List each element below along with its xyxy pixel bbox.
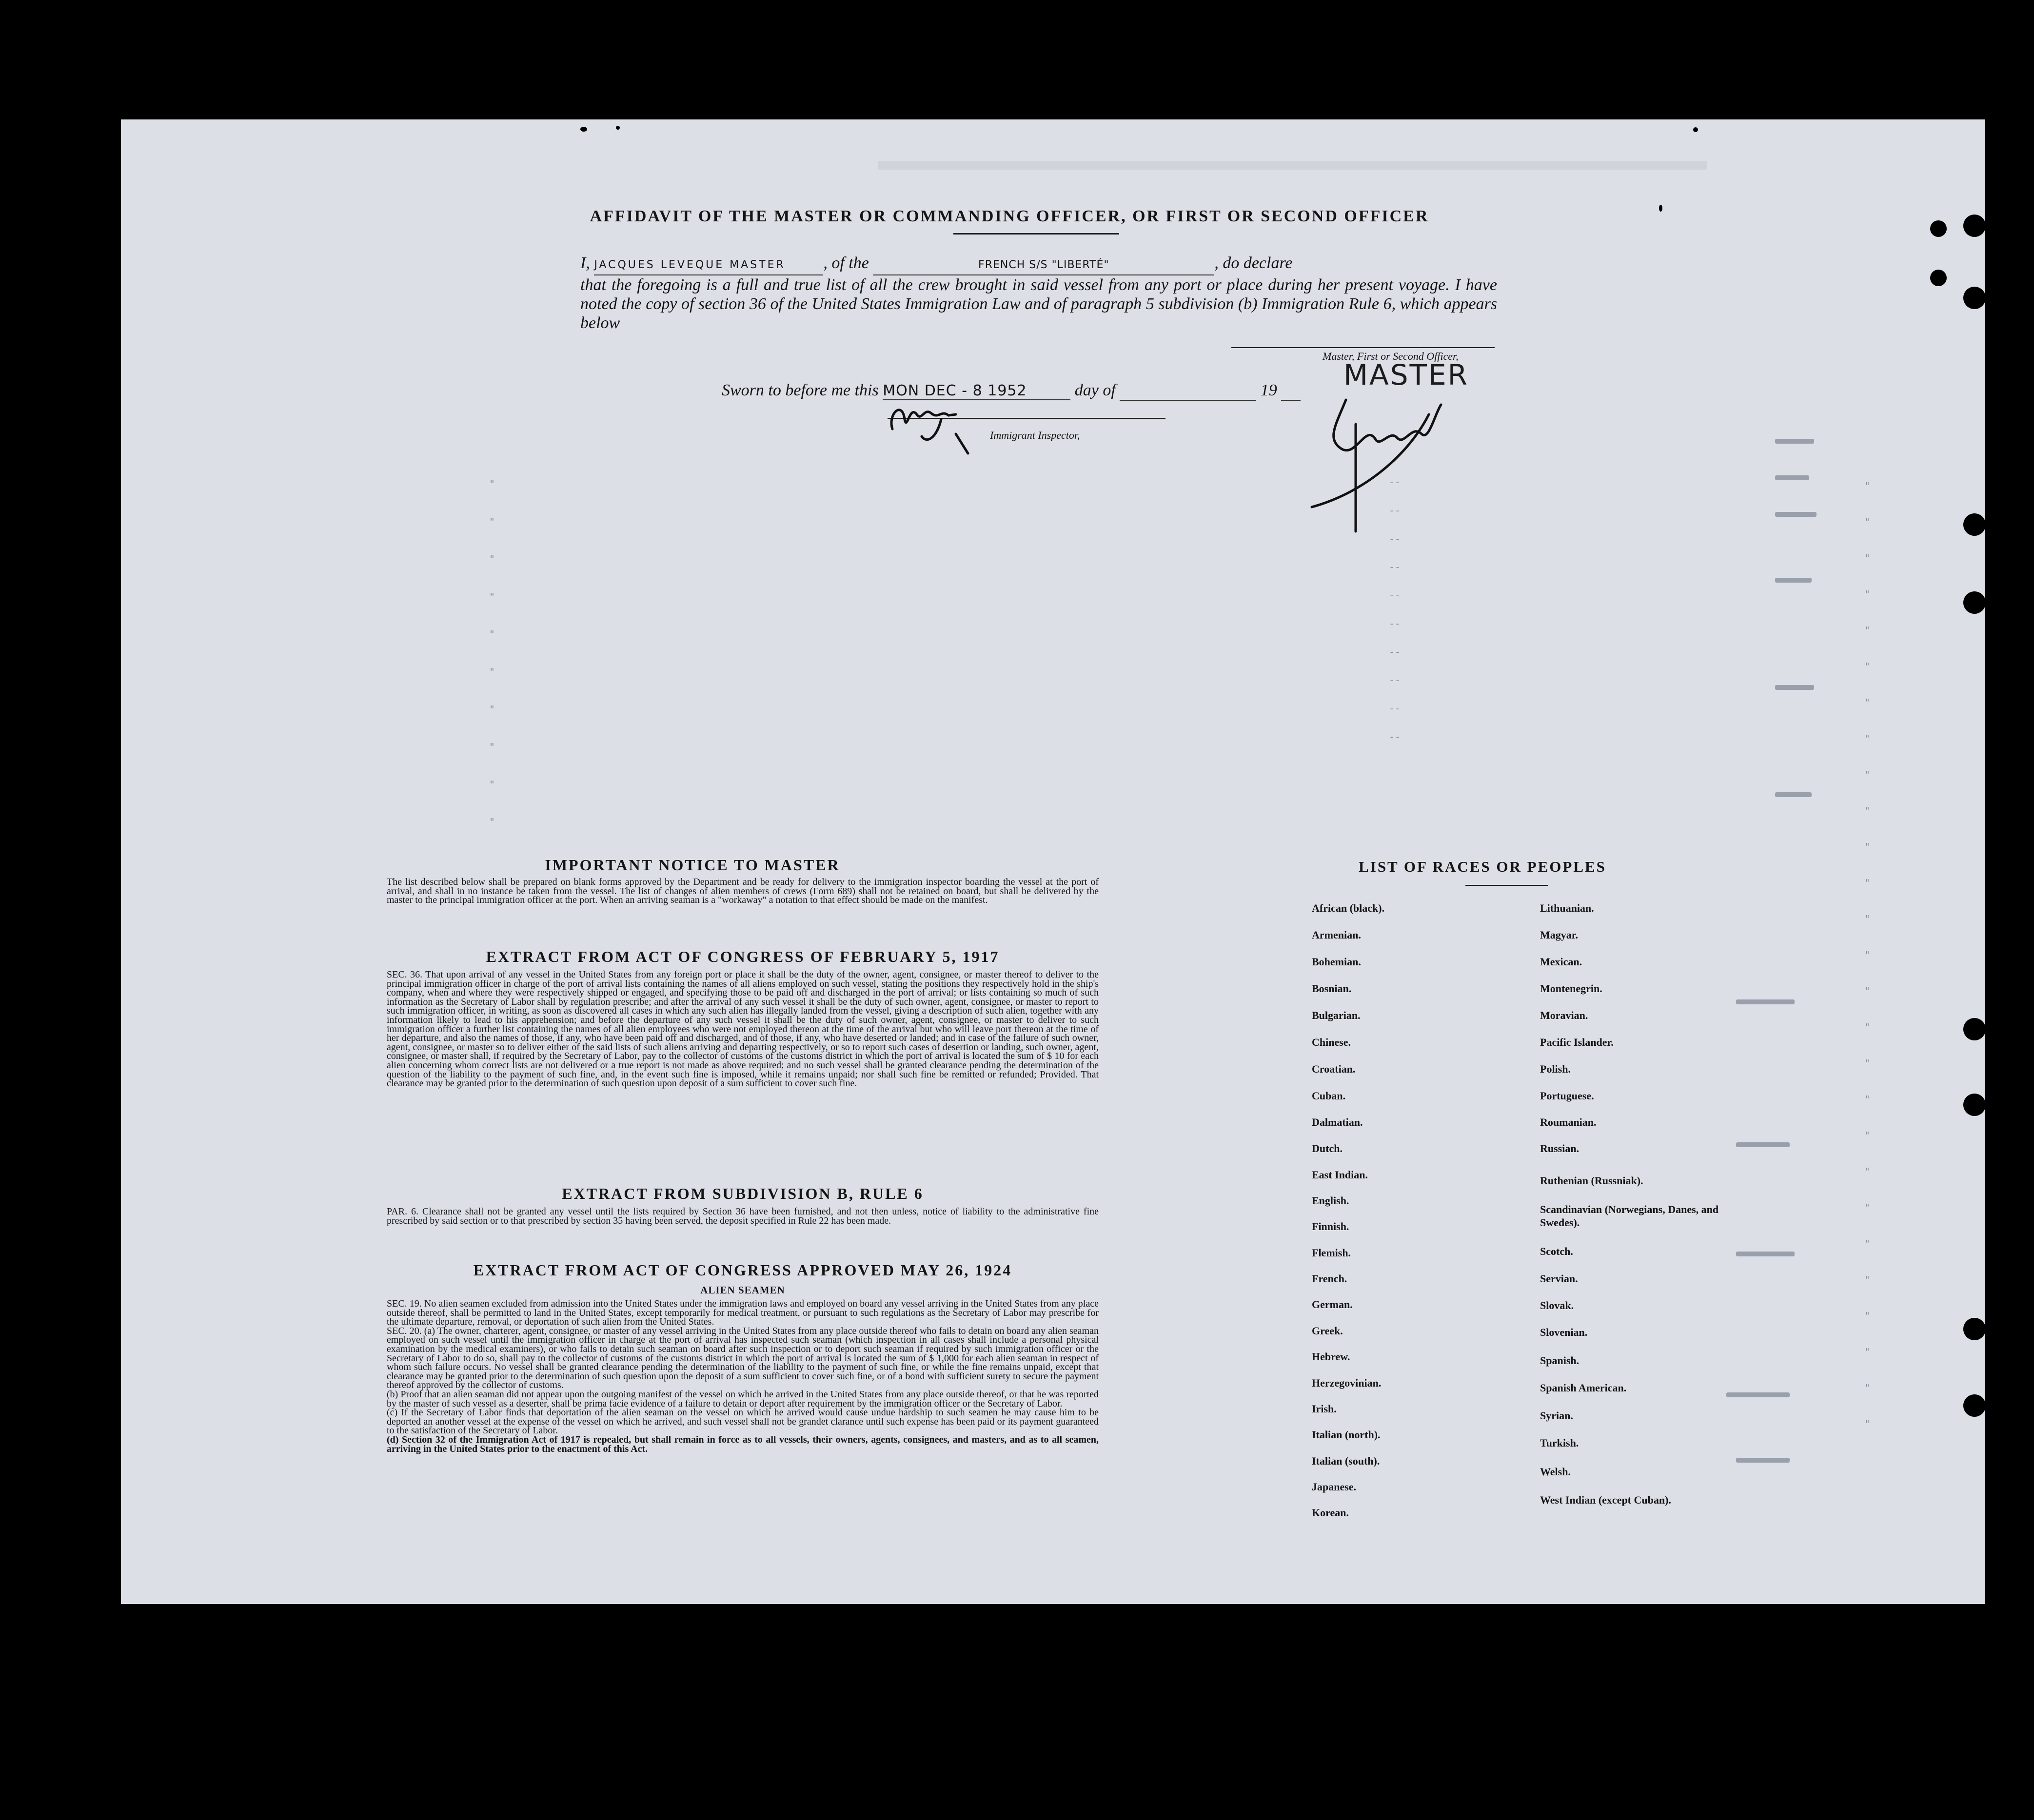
punch-hole (1963, 1318, 1986, 1340)
race-item: Portuguese. (1540, 1090, 1594, 1102)
punch-hole (1963, 1018, 1986, 1040)
race-item: Korean. (1312, 1507, 1349, 1519)
ink-speck (1659, 205, 1662, 212)
extract-rule6-title: EXTRACT FROM SUBDIVISION B, RULE 6 (562, 1185, 924, 1202)
race-item: Slovak. (1540, 1299, 1574, 1311)
race-item: Roumanian. (1540, 1116, 1597, 1128)
bleed-through-mark (1775, 578, 1812, 583)
extract-1924-subtitle: ALIEN SEAMEN (700, 1284, 785, 1296)
race-item: Russian. (1540, 1142, 1580, 1155)
race-item: Scotch. (1540, 1245, 1573, 1257)
race-item: Mexican. (1540, 956, 1582, 968)
race-item: Ruthenian (Russniak). (1540, 1174, 1643, 1187)
punch-hole (1963, 287, 1986, 309)
race-item: Irish. (1312, 1403, 1337, 1415)
master-name-handwriting: JACQUES LEVEQUE MASTER (594, 259, 786, 271)
affidavit-title: AFFIDAVIT OF THE MASTER OR COMMANDING OFFICER, OR FIRST OR SECOND OFFICER (590, 207, 1429, 225)
year-field (1281, 381, 1301, 401)
race-item: West Indian (except Cuban). (1540, 1494, 1671, 1506)
punch-hole (1963, 513, 1986, 536)
officer-signature-line (1231, 347, 1495, 348)
inspector-signature (883, 385, 1009, 458)
race-item: Magyar. (1540, 929, 1579, 941)
title-underline (953, 233, 1119, 235)
race-item: Bulgarian. (1312, 1009, 1361, 1021)
ink-speck (616, 126, 620, 130)
affidavit-body: that the foregoing is a full and true list of all the crew brought in said vessel from any port or place during her present voyage. I have noted the copy of section 36 of the United States Immigration Law and of paragraph 5 subdivision (b) Immigration Rule 6, which appears below (580, 276, 1497, 332)
race-item: French. (1312, 1272, 1347, 1285)
race-item: German. (1312, 1298, 1353, 1311)
sec20a-text: SEC. 20. (a) The owner, charterer, agent, consignee, or master of any vessel arriving in the United States from any place outside thereof who fails to detain on board any alien seaman employed on such vessel until the immigration officer in charge at the port of arrival has inspected such seaman (which inspection in all cases shall include a personal physical examination by the medical examiners), or who fails to detain such seaman on board after such inspection or to deport such seaman if required by such immigration officer or the Secretary of Labor to do so, shall pay to the collector of customs of the customs district in which the port of arrival is located the sum of $ 1,000 for each alien seaman in respect of whom such failure occurs. No vessel shall be granted clearance pending the determination of the liability to the payment of such fine, or while the fine remains unpaid, except that clearance may be granted prior to the determination of such question upon the deposit of a sum sufficient to cover such fine, or of a bond with sufficient surety to secure the payment thereof approved by the collector of customs. (387, 1325, 1099, 1391)
race-item: Welsh. (1540, 1466, 1571, 1478)
master-stamp: MASTER (1343, 358, 1469, 391)
race-item: Slovenian. (1540, 1326, 1588, 1338)
bleed-through-mark (1736, 1142, 1790, 1147)
year-prefix: 19 (1260, 381, 1277, 399)
race-item: Montenegrin. (1540, 982, 1602, 995)
race-item: East Indian. (1312, 1169, 1368, 1181)
faint-form-marks: -- -- -- -- -- -- -- -- -- -- (1389, 476, 1401, 743)
extract-1924-body (387, 1299, 1099, 1453)
race-item: African (black). (1312, 902, 1385, 914)
ink-speck (580, 127, 587, 132)
race-item: Pacific Islander. (1540, 1036, 1614, 1048)
sec20b-text: (b) Proof that an alien seaman did not appear upon the outgoing manifest of the vessel on which he arrived in the United States from any place outside thereof, or that he was reported by the master of such vessel as a deserter, shall be prima facie evidence of a failure to detain or deport after requirement by the immigration officer or the Secretary of Labor. (387, 1389, 1099, 1409)
bleed-through-mark (878, 161, 1707, 170)
month-field (1120, 381, 1256, 401)
ink-speck (15, 594, 20, 598)
bleed-through-mark (1736, 999, 1795, 1004)
races-title-underline (1465, 885, 1548, 886)
race-item: Flemish. (1312, 1247, 1351, 1259)
vessel-field (873, 254, 1214, 275)
bleed-through-mark (1775, 685, 1814, 690)
vessel-name: FRENCH S/S "LIBERTÉ" (978, 259, 1109, 271)
race-item: Moravian. (1540, 1009, 1588, 1021)
bleed-through-mark (1775, 512, 1817, 517)
sec20c-text: (c) If the Secretary of Labor finds that deportation of the alien seaman on the vessel on which he arrived would cause undue hardship to such seamen he may cause him to be deported an another vessel at the expense of the vessel on which he arrived, and such vessel shall not be grandet clarance until such expense has been paid or its payment guaranteed to the satisfaction of the Secretary of Labor. (387, 1407, 1099, 1436)
do-declare-label: , do declare (1214, 254, 1293, 272)
bleed-through-mark (1736, 1458, 1790, 1463)
race-item: Syrian. (1540, 1409, 1573, 1422)
of-the-label: , of the (823, 254, 869, 272)
date-stamp: MON DEC - 8 1952 (883, 382, 1070, 400)
sec19-text: SEC. 19. No alien seamen excluded from admission into the United States under the immigration laws and employed on board any vessel arriving in the United States from any place outside thereof, shall be permitted to land in the United States, except temporarily for medical treatment, or pursuant to such regulations as the Secretary of Labor may prescribe for the ultimate departure, removal, or deportation of such alien from the United States. (387, 1298, 1099, 1328)
bleed-through-mark (1775, 439, 1814, 444)
race-item: Turkish. (1540, 1437, 1579, 1449)
race-item: Greek. (1312, 1325, 1343, 1337)
race-item: Servian. (1540, 1272, 1578, 1285)
bleed-through-mark (1775, 792, 1812, 797)
master-name-field (594, 254, 823, 275)
race-item: Hebrew. (1312, 1350, 1350, 1363)
race-item: Bohemian. (1312, 956, 1361, 968)
sworn-line (722, 381, 1301, 401)
ink-speck (1693, 127, 1698, 132)
race-item: Dutch. (1312, 1142, 1343, 1155)
faint-form-marks: " " " " " " " " " " " " " " " " " " " " " " " " " " " (1864, 480, 1871, 1430)
affidavit-statement (580, 254, 1497, 333)
race-item: Croatian. (1312, 1063, 1356, 1075)
sec20d-text: (d) Section 32 of the Immigration Act of 1917 is repealed, but shall remain in force as to all vessels, their owners, agents, consignees, and masters, and as to all seamen, arriving in the United States prior to the enactment of this Act. (387, 1434, 1099, 1454)
faint-form-marks: " " " " " " " " " " (489, 478, 495, 828)
day-of-label: day of (1074, 381, 1116, 399)
race-item: Herzegovinian. (1312, 1377, 1382, 1389)
race-item: Spanish American. (1540, 1382, 1627, 1394)
affidavit-i-label: I, (580, 254, 590, 272)
bleed-through-mark (1775, 475, 1809, 480)
inspector-caption: Immigrant Inspector, (990, 429, 1080, 441)
races-title: LIST OF RACES OR PEOPLES (1359, 858, 1606, 875)
race-item: Finnish. (1312, 1220, 1349, 1233)
race-item: Armenian. (1312, 929, 1361, 941)
race-item: Italian (south). (1312, 1455, 1380, 1467)
race-item: Spanish. (1540, 1354, 1580, 1367)
officer-caption: Master, First or Second Officer, (1323, 350, 1459, 362)
race-item: Japanese. (1312, 1481, 1357, 1493)
race-item: Scandinavian (Norwegians, Danes, and Swedes). (1540, 1203, 1719, 1229)
bleed-through-mark (1736, 1252, 1795, 1256)
race-item: Chinese. (1312, 1036, 1351, 1048)
notice-text: The list described below shall be prepared on blank forms approved by the Department and be ready for delivery to the immigration inspector boarding the vessel at the port of arrival, and shall in no instance be taken from the vessel. The list of changes of alien members of crews (Form 689) shall not be retained on board, but shall be delivered by the master to the principal immigration officer at the port. When an arriving seaman is a "workaway" a notation to that effect should be made on the manifest. (387, 877, 1099, 906)
race-item: English. (1312, 1194, 1349, 1207)
punch-hole (1963, 1094, 1986, 1116)
punch-hole (1963, 1394, 1986, 1417)
punch-hole (1930, 220, 1947, 237)
extract-1917-text: SEC. 36. That upon arrival of any vessel in the United States from any foreign port or place it shall be the duty of the owner, agent, consignee, or master thereof to deliver to the principal immigration officer in charge of the port of arrival lists containing the names of all aliens employed on such vessel, stating the positions they respectively hold in the ship's company, when and where they were respectively shipped or engaged, and specifying those to be paid off and discharged in the port of arrival; or lists containing so much of such information as the Secretary of Labor shall by regulation prescribe; and after the arrival of any such vessel it shall be the duty of such owner, agent, consignee, or master to report to such immigration officer, in writing, as soon as discovered all cases in which any such alien has illegally landed from the vessel, giving a description of such alien, together with any information likely to lead to his apprehension; and before the departure of any such vessel it shall be the duty of such owner, agent, consignee, or master to deliver to such immigration officer a further list containing the names of all alien employees who were not employed thereon at the time of the arrival but who will leave port thereon at the time of her departure, and also the names of those, if any, who have been paid off and discharged, and of those, if any, who have deserted or landed; and in case of the failure of such owner, agent, consignee, or master so to deliver either of the said lists of such aliens arriving and departing respectively, or so to report such cases of desertion or landing, such owner, agent, consignee, or master shall, if required by the Secretary of Labor, pay to the collector of customs of the customs district in which the port of arrival is located the sum of $ 10 for each alien concerning whom correct lists are not delivered or a true report is not made as above required; and no such vessel shall be granted clearance pending the determination of the question of the liability to the payment of such fine, and, in the event such fine is imposed, while it remains unpaid; nor shall such fine be remitted or refunded; Provided. That clearance may be granted prior to the determination of such question upon deposit of a sum sufficient to cover such fine. (387, 969, 1099, 1089)
race-item: Bosnian. (1312, 982, 1352, 995)
master-signature (1307, 385, 1468, 541)
race-item: Italian (north). (1312, 1429, 1381, 1441)
race-item: Cuban. (1312, 1090, 1346, 1102)
extract-rule6-text: PAR. 6. Clearance shall not be granted any vessel until the lists required by Section 36 have been furnished, and not then unless, notice of liability to the administrative fine prescribed by said section or to that prescribed by section 35 having been served, the deposit specified in Rule 22 has been made. (387, 1206, 1099, 1226)
sworn-prefix: Sworn to before me this (722, 381, 879, 399)
bleed-through-mark (1726, 1392, 1790, 1397)
punch-hole (1930, 270, 1947, 286)
extract-1924-title: EXTRACT FROM ACT OF CONGRESS APPROVED MAY 26, 1924 (473, 1261, 1012, 1279)
punch-hole (1963, 215, 1986, 237)
extract-1917-title: EXTRACT FROM ACT OF CONGRESS OF FEBRUARY 5, 1917 (486, 948, 1000, 965)
race-item: Dalmatian. (1312, 1116, 1363, 1128)
race-item: Polish. (1540, 1063, 1571, 1075)
punch-hole (1963, 591, 1986, 614)
notice-title: IMPORTANT NOTICE TO MASTER (545, 856, 840, 874)
race-item: Lithuanian. (1540, 902, 1594, 914)
